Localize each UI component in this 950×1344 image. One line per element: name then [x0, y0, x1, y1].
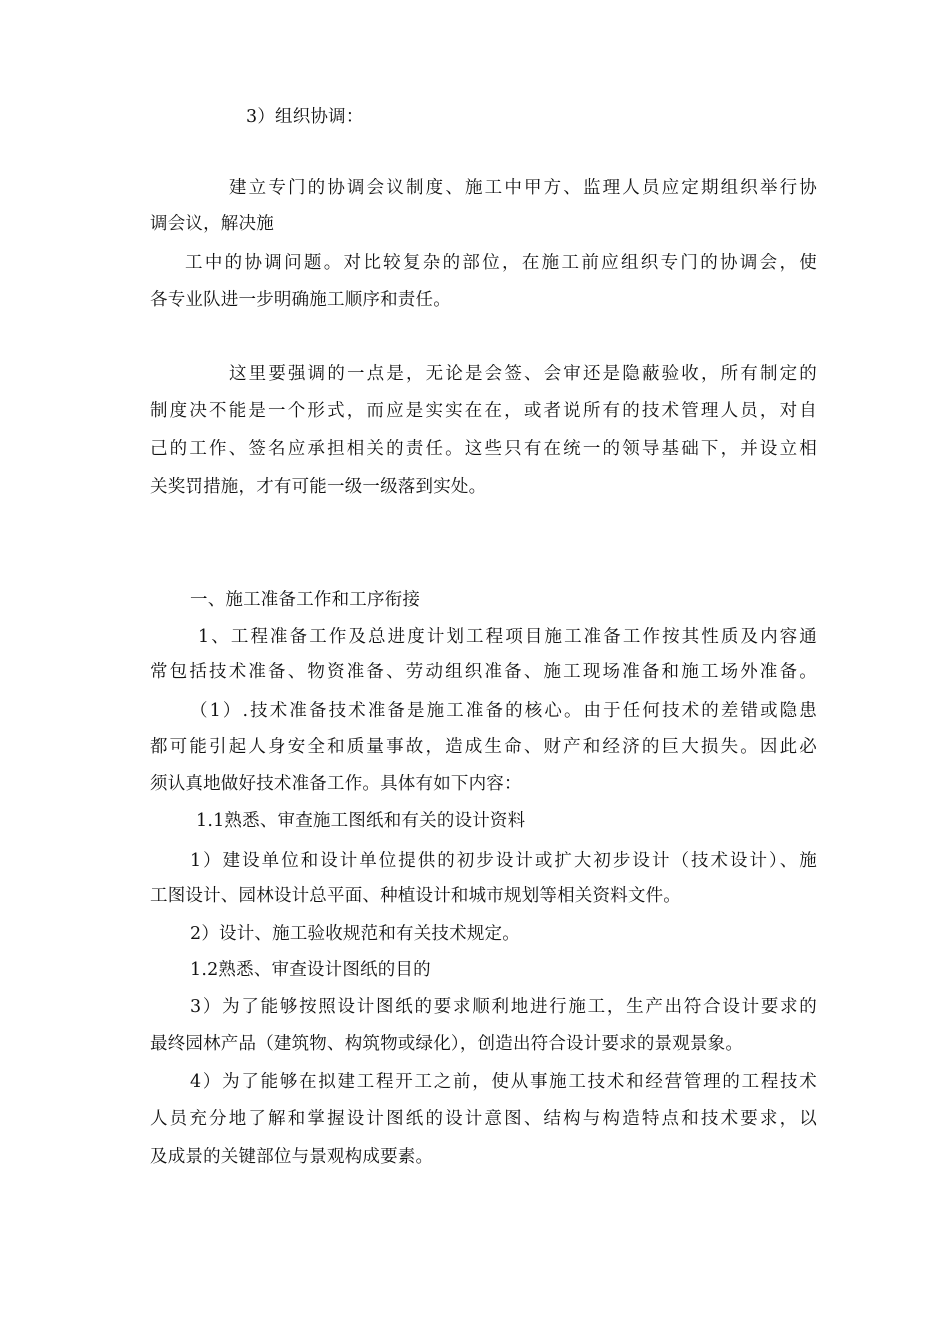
subsection-heading: 1.1熟悉、审查施工图纸和有关的设计资料: [196, 811, 526, 831]
paragraph-line: 须认真地做好技术准备工作。具体有如下内容：: [150, 774, 522, 794]
paragraph-line: 3）为了能够按照设计图纸的要求顺利地进行施工，生产出符合设计要求的: [190, 997, 817, 1017]
paragraph-line: 己的工作、签名应承担相关的责任。这些只有在统一的领导基础下，并设立相: [150, 439, 817, 459]
subheading-organization-coordination: 3）组织协调：: [246, 107, 364, 127]
paragraph-line: 4）为了能够在拟建工程开工之前，使从事施工技术和经营管理的工程技术: [190, 1072, 817, 1092]
subsection-heading: 1.2熟悉、审查设计图纸的目的: [190, 960, 431, 980]
paragraph-line: 工中的协调问题。对比较复杂的部位，在施工前应组织专门的协调会，使: [185, 253, 817, 273]
paragraph-line: 制度决不能是一个形式，而应是实实在在，或者说所有的技术管理人员，对自: [150, 401, 817, 421]
paragraph-line: 及成景的关键部位与景观构成要素。: [150, 1147, 434, 1167]
paragraph-line: 关奖罚措施，才有可能一级一级落到实处。: [150, 477, 487, 497]
paragraph-line: 常包括技术准备、物资准备、劳动组织准备、施工现场准备和施工场外准备。: [150, 662, 817, 682]
paragraph-line: 2）设计、施工验收规范和有关技术规定。: [190, 924, 520, 944]
paragraph-line: 1）建设单位和设计单位提供的初步设计或扩大初步设计（技术设计）、施: [190, 851, 817, 871]
paragraph-line: 各专业队进一步明确施工顺序和责任。: [150, 290, 451, 310]
paragraph-line: 建立专门的协调会议制度、施工中甲方、监理人员应定期组织举行协: [229, 178, 817, 198]
section-heading: 一、施工准备工作和工序衔接: [190, 590, 421, 610]
paragraph-line: 这里要强调的一点是，无论是会签、会审还是隐蔽验收，所有制定的: [229, 364, 817, 384]
paragraph-line: 1、工程准备工作及总进度计划工程项目施工准备工作按其性质及内容通: [198, 627, 817, 647]
paragraph-line: 最终园林产品（建筑物、构筑物或绿化），创造出符合设计要求的景观景象。: [150, 1034, 744, 1054]
paragraph-line: （1）.技术准备技术准备是施工准备的核心。由于任何技术的差错或隐患: [190, 701, 817, 721]
paragraph-line: 工图设计、园林设计总平面、种植设计和城市规划等相关资料文件。: [150, 886, 681, 906]
paragraph-line: 调会议，解决施: [150, 214, 274, 234]
paragraph-line: 人员充分地了解和掌握设计图纸的设计意图、结构与构造特点和技术要求，以: [150, 1109, 817, 1129]
paragraph-line: 都可能引起人身安全和质量事故，造成生命、财产和经济的巨大损失。因此必: [150, 737, 817, 757]
